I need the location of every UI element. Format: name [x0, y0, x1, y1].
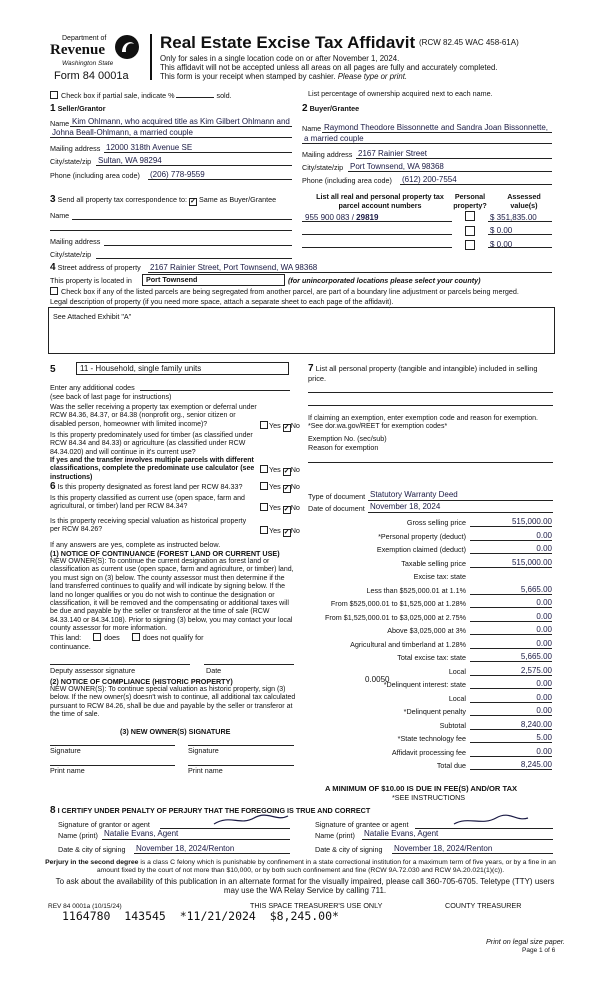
accessibility-note: To ask about the availability of this publication in an alternate format for the visually impaired, please call 360-705-6705. Teletype (TTY) users may use the WA Relay Service by calling 711. — [55, 877, 555, 895]
grantor-date-label: Date & city of signing — [58, 845, 126, 854]
calc-value[interactable]: 5.00 — [470, 733, 552, 743]
calc-value[interactable]: 0.00 — [470, 693, 552, 703]
calc-label: Local — [448, 666, 466, 676]
segregate-checkbox[interactable] — [50, 287, 58, 295]
certify-heading: 8 I CERTIFY UNDER PENALTY OF PERJURY THAT THE FOREGOING IS TRUE AND CORRECT — [50, 805, 371, 816]
calc-label: Excise tax: state — [413, 572, 466, 581]
state-label: Washington State — [62, 60, 114, 67]
calc-label: From $525,000.01 to $1,525,000 at 1.28% — [330, 599, 466, 608]
sec6-q2-answer: Yes ✓No — [260, 503, 300, 514]
q1-yes-checkbox[interactable] — [260, 421, 268, 429]
historic-no-checkbox[interactable]: ✓ — [283, 529, 290, 536]
deputy-sig-label: Deputy assessor signature — [50, 666, 136, 675]
sec5-q1: Was the seller receiving a property tax exemption or deferral under RCW 84.36, 84.37, or 84.38 (nonprofit org., senior citizen or disabled person, homeowner with limited income)? — [50, 404, 257, 428]
exemption-note: If claiming an exemption, enter exemption code and reason for exemption. *See dor.wa.gov/REET for exemption codes* — [308, 415, 538, 431]
unincorp-note: (for unincorporated locations please select your county) — [288, 276, 481, 285]
legal-label: Legal description of property (if you need more space, attach a separate sheet to each page of the affidavit). — [50, 297, 394, 306]
grantor-date[interactable]: November 18, 2024/Renton — [136, 844, 235, 853]
calc-label: *Delinquent interest: state — [383, 680, 466, 689]
grantor-name[interactable]: Natalie Evans, Agent — [104, 829, 179, 838]
sec3-city-label: City/state/zip — [50, 250, 92, 259]
calc-label: Total excise tax: state — [397, 653, 466, 662]
does-not-checkbox[interactable] — [132, 633, 140, 641]
calc-value[interactable]: 0.00 — [470, 598, 552, 608]
street-label: 4 Street address of property — [50, 262, 141, 273]
buyer-name-2[interactable]: a married couple — [304, 134, 364, 143]
partial-sale-checkbox[interactable] — [50, 91, 58, 99]
dept-label: Department of — [62, 35, 107, 42]
rev-label: REV 84 0001a (10/15/24) — [48, 903, 122, 910]
continuance-label: continuance. — [50, 642, 91, 651]
buyer-phone-label: Phone (including area code) — [302, 176, 392, 185]
calc-label: Total due — [436, 761, 466, 770]
grantee-name[interactable]: Natalie Evans, Agent — [364, 829, 439, 838]
page-number: Page 1 of 6 — [522, 947, 556, 954]
calc-label: Gross selling price — [406, 518, 466, 527]
calc-value[interactable]: 0.00 — [470, 612, 552, 622]
sec5-q2-answer: Yes ✓No — [260, 465, 300, 476]
street-address[interactable]: 2167 Rainier Street, Port Townsend, WA 98368 — [150, 263, 318, 272]
seller-name-label: Name — [50, 119, 70, 128]
deputy-date-label: Date — [206, 666, 222, 675]
property-use-select[interactable]: 11 - Household, single family units — [76, 362, 289, 375]
calc-value[interactable]: 515,000.00 — [470, 517, 552, 527]
doctype-value[interactable]: Statutory Warranty Deed — [370, 490, 458, 499]
sec6-ifany: If any answers are yes, complete as instructed below. — [50, 540, 221, 549]
assessed-value-3[interactable]: $ 0.00 — [490, 240, 513, 249]
sec5-number: 5 — [50, 364, 56, 375]
q2-yes-checkbox[interactable] — [260, 465, 268, 473]
perjury-note: Perjury in the second degree is a class C felony which is punishable by confinement in a state correctional institution for a maximum term of five years, or by a fine in an amount fixed by the court of not more than $10,000, or by both such confinement and fine (RCW 9A.72.030 and RCW 9A.20.021(1)(c)). — [45, 859, 556, 874]
sec6-q3-answer: Yes ✓No — [260, 526, 300, 537]
minimum-note: A MINIMUM OF $10.00 IS DUE IN FEE(S) AND/OR TAX — [325, 784, 518, 793]
does-checkbox[interactable] — [93, 633, 101, 641]
calc-value[interactable]: 2,575.00 — [470, 666, 552, 676]
list-pct-note: List percentage of ownership acquired next to each name. — [308, 89, 493, 98]
sec3-name-label: Name — [50, 211, 70, 220]
sec3-label: 3 Send all property tax correspondence to: ✓ Same as Buyer/Grantee — [50, 194, 277, 205]
exemption-no-label: Exemption No. (sec/sub) — [308, 434, 387, 443]
sec5-q2: Is this property predominately used for timber (as classified under RCW 84.34 and 84.33) or agriculture (as classified under RCW 84.34.020) and will continue in it's current use? — [50, 432, 253, 456]
seller-name-1[interactable]: Kim Ohlmann, who acquired title as Kim Gilbert Ohlmann and — [72, 117, 290, 126]
calc-label: Above $3,025,000 at 3% — [387, 626, 466, 635]
additional-codes-note: (see back of last page for instructions) — [50, 392, 172, 401]
buyer-name-1[interactable]: Raymond Theodore Bissonnette and Sandra Joan Bissonnette, — [324, 123, 548, 132]
revenue-label: Revenue — [50, 42, 105, 58]
calc-value[interactable]: 8,240.00 — [470, 720, 552, 730]
docdate-label: Date of document — [308, 504, 365, 513]
legal-size-note: Print on legal size paper. — [486, 937, 565, 946]
this-land-row: This land: does does not qualify for — [50, 633, 204, 642]
new-owner-sig-heading: (3) NEW OWNER(S) SIGNATURE — [120, 727, 231, 736]
header-line-3: This form is your receipt when stamped by cashier. Please type or print. — [160, 72, 408, 81]
parcel-number[interactable]: 955 900 083 / 29819 — [305, 213, 379, 222]
segregate-row: Check box if any of the listed parcels are being segregated from another parcel, are part of a boundary line adjustment or parcels being merged. — [50, 287, 519, 296]
calc-value[interactable]: 0.00 — [470, 706, 552, 716]
seller-name-2[interactable]: Johna Beall-Ohlmann, a married couple — [52, 128, 193, 137]
calc-value[interactable]: 0.00 — [470, 544, 552, 554]
calc-value[interactable]: 0.00 — [470, 679, 552, 689]
calc-label: Subtotal — [439, 720, 466, 730]
located-label: This property is located in — [50, 276, 132, 285]
calc-label: Affidavit processing fee — [391, 747, 466, 757]
treasurer-label: THIS SPACE TREASURER'S USE ONLY — [250, 901, 383, 910]
calc-label: From $1,525,000.01 to $3,025,000 at 2.75% — [324, 612, 466, 622]
seller-city[interactable]: Sultan, WA 98294 — [98, 156, 162, 165]
calc-label: Local — [448, 693, 466, 703]
calc-value[interactable]: 0.00 — [470, 625, 552, 635]
forest-no-checkbox[interactable]: ✓ — [283, 485, 290, 492]
local-rate[interactable]: 0.0050 — [365, 675, 390, 684]
sec7-label: 7 List all personal property (tangible and intangible) included in selling price. — [308, 363, 538, 383]
notice-compliance-text: NEW OWNER(S): To continue special valuation as historic property, sign (3) below. If the new owner(s) doesn't wish to continue, all additional tax calculated pursuant to RCW 84.26, shall be due and payable by the seller or transferor at the time of sale. — [50, 686, 296, 719]
calc-value[interactable]: 0.00 — [470, 531, 552, 541]
calc-value[interactable]: 0.00 — [470, 639, 552, 649]
parcels-header-2: Personal property? — [453, 192, 487, 210]
assessed-value-1[interactable]: $ 351,835.00 — [490, 213, 537, 222]
seller-city-label: City/state/zip — [50, 157, 92, 166]
parcels-header-3: Assessed value(s) — [507, 192, 541, 210]
rcw-ref: (RCW 82.45 WAC 458-61A) — [419, 38, 519, 47]
legal-description-field[interactable] — [48, 307, 555, 354]
sec6-q3: Is this property receiving special valuation as historical property per RCW 84.26? — [50, 518, 247, 534]
notice-continuance-text: NEW OWNER(S): To continue the current designation as forest land or classification as current use (open space, farm and agriculture, or timber) land, you must sign on (3) below. The county assessor must then determine if the land transferred continues to qualify and will indicate by signing below. If the land no longer qualifies or you do not wish to continue the designation or classification, it will be removed and the compensating or additional taxes will be due and payable by the seller or transferor at the time of sale (RCW 84.33.140 or 84.34.108). Prior to signing (3) below, you may contact your local county assessor for more information. — [50, 558, 294, 633]
header-divider — [150, 34, 152, 80]
reason-label: Reason for exemption — [308, 443, 379, 452]
sec3-mail-label: Mailing address — [50, 237, 101, 246]
legal-description-value: See Attached Exhibit "A" — [53, 312, 132, 321]
buyer-mail[interactable]: 2167 Rainier Street — [358, 149, 427, 158]
calc-value[interactable]: 0.00 — [470, 747, 552, 757]
owner-sig-1-label: Signature — [50, 746, 81, 755]
owner-print-1-label: Print name — [50, 766, 85, 775]
seller-phone[interactable]: (206) 778-9559 — [150, 170, 205, 179]
calc-label: *State technology fee — [397, 734, 466, 743]
calc-value[interactable]: 8,245.00 — [470, 760, 552, 770]
assessed-value-2[interactable]: $ 0.00 — [490, 226, 513, 235]
same-as-buyer-checkbox[interactable]: ✓ — [190, 198, 196, 205]
calc-label: Less than $525,000.01 at 1.1% — [366, 585, 466, 595]
grantee-name-label: Name (print) — [315, 831, 355, 840]
form-number: Form 84 0001a — [54, 70, 129, 82]
q2-no-checkbox[interactable]: ✓ — [283, 468, 290, 475]
header-line-2: This affidavit will not be accepted unless all areas on all pages are fully and accurately completed. — [160, 63, 498, 72]
current-use-yes-checkbox[interactable] — [260, 503, 268, 511]
calc-value[interactable]: 5,665.00 — [470, 585, 552, 595]
docdate-value[interactable]: November 18, 2024 — [370, 502, 441, 511]
calc-value[interactable]: 515,000.00 — [470, 558, 552, 568]
sec5-q1-answer: Yes ✓No — [260, 421, 300, 432]
location-select[interactable]: Port Townsend — [142, 274, 285, 286]
buyer-city[interactable]: Port Townsend, WA 98368 — [350, 162, 444, 171]
county-treasurer-label: COUNTY TREASURER — [445, 901, 522, 910]
forest-yes-checkbox[interactable] — [260, 482, 268, 490]
owner-print-2-label: Print name — [188, 766, 223, 775]
buyer-mail-label: Mailing address — [302, 150, 353, 159]
personal-property-checkbox-2[interactable] — [465, 226, 475, 236]
calc-label: *Personal property (deduct) — [378, 531, 466, 541]
grantee-sig-label: Signature of grantee or agent — [315, 820, 409, 829]
notice-continuance-heading: (1) NOTICE OF CONTINUANCE (FOREST LAND OR CURRENT USE) — [50, 549, 280, 558]
q1-no-checkbox[interactable]: ✓ — [283, 424, 290, 431]
parcels-header-1: List all real and personal property tax parcel account numbers — [316, 192, 444, 210]
sec6-q1: 6 Is this property designated as forest land per RCW 84.33? — [50, 481, 243, 492]
calc-label: *Delinquent penalty — [403, 707, 466, 716]
sec6-q1-answer: Yes ✓No — [260, 482, 300, 493]
sec6-q2: Is this property classified as current use (open space, farm and agricultural, or timber) land per RCW 84.34? — [50, 495, 245, 511]
buyer-phone[interactable]: (612) 200-7554 — [402, 175, 457, 184]
cashier-receipt-stamp: 1164780 143545 *11/21/2024 $8,245.00* — [62, 909, 339, 923]
calc-value[interactable]: 5,665.00 — [470, 652, 552, 662]
seller-heading: 1 Seller/Grantor — [50, 103, 106, 114]
calc-label: Agricultural and timberland at 1.28% — [350, 639, 466, 649]
page-title: Real Estate Excise Tax Affidavit — [160, 33, 416, 52]
partial-sale-row: Check box if partial sale, indicate % sold. — [50, 91, 232, 100]
revenue-logo-icon — [114, 34, 140, 60]
current-use-no-checkbox[interactable]: ✓ — [283, 506, 290, 513]
seller-mail[interactable]: 12000 318th Avenue SE — [106, 143, 193, 152]
buyer-heading: 2 Buyer/Grantee — [302, 103, 360, 114]
personal-property-checkbox-1[interactable] — [465, 211, 475, 221]
grantee-date[interactable]: November 18, 2024/Renton — [394, 844, 493, 853]
seller-phone-label: Phone (including area code) — [50, 171, 140, 180]
header-line-1: Only for sales in a single location code on or after November 1, 2024. — [160, 54, 400, 63]
owner-sig-2-label: Signature — [188, 746, 219, 755]
grantor-name-label: Name (print) — [58, 831, 98, 840]
seller-mail-label: Mailing address — [50, 144, 101, 153]
buyer-city-label: City/state/zip — [302, 163, 344, 172]
grantee-date-label: Date & city of signing — [315, 845, 383, 854]
sec5-q2b: If yes and the transfer involves multiple parcels with different classifications, complete the predominate use calculator (see instructions) — [50, 457, 255, 481]
grantor-sig-label: Signature of grantor or agent — [58, 820, 150, 829]
historic-yes-checkbox[interactable] — [260, 526, 268, 534]
buyer-name-label: Name — [302, 124, 322, 133]
see-instructions: *SEE INSTRUCTIONS — [392, 793, 466, 802]
doctype-label: Type of document — [308, 492, 366, 501]
notice-compliance-heading: (2) NOTICE OF COMPLIANCE (HISTORIC PROPERTY) — [50, 677, 233, 686]
personal-property-checkbox-3[interactable] — [465, 240, 475, 250]
calc-label: Exemption claimed (deduct) — [376, 545, 466, 554]
calc-label: Taxable selling price — [401, 558, 466, 568]
additional-codes-label: Enter any additional codes — [50, 383, 135, 392]
